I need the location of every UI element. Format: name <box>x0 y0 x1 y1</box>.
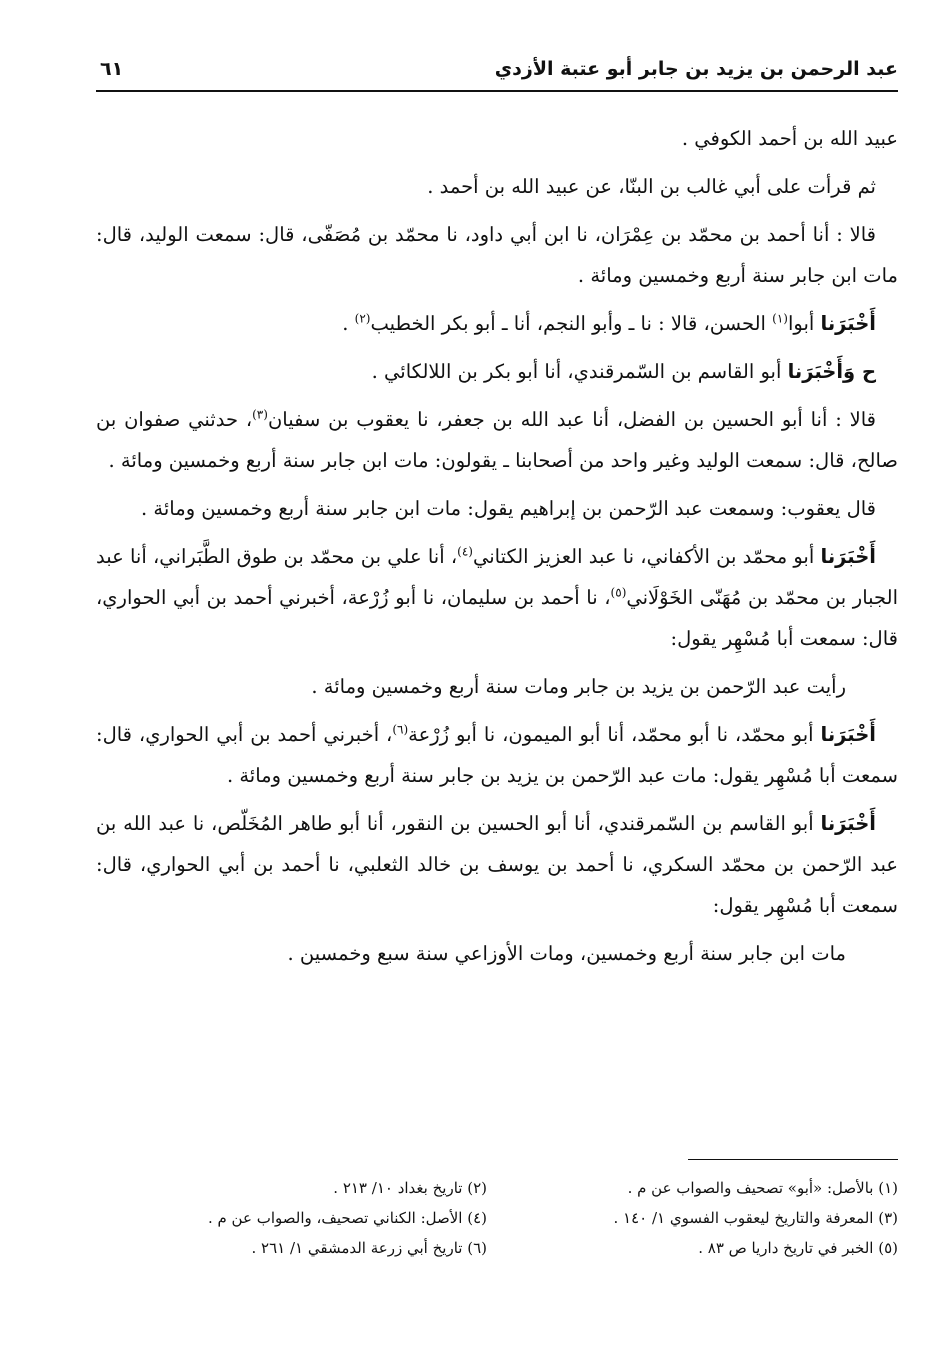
footnotes <box>96 1174 898 1262</box>
footnote-4: (٤) الأصل: الكناني تصحيف، والصواب عن م . <box>207 1209 487 1227</box>
footnote-6: (٦) تاريخ أبي زرعة الدمشقي ١/ ٢٦١ . <box>251 1239 487 1257</box>
paragraph-5: ح وَأَخْبَرَنا أبو القاسم بن السّمرقندي، أنا أبو بكر بن اللالكائي . <box>371 360 876 383</box>
paragraph-11: أَخْبَرَنا أبو القاسم بن السّمرقندي، أنا أبو الحسين بن النقور، أنا أبو طاهر المُخَلّص، نا عبد الله بن عبد الرّحمن بن محمّد السكري، نا أحمد بن يوسف بن خالد الثعلبي، نا أحمد بن أبي الحواري، قال: سمعت أبا مُسْهِر يقول: <box>96 812 898 917</box>
footnote-ref-5: (٥) <box>610 585 627 600</box>
book-page <box>96 0 898 1353</box>
paragraph-1: عبيد الله بن أحمد الكوفي . <box>681 127 898 150</box>
paragraph-2: ثم قرأت على أبي غالب بن البنّا، عن عبيد الله بن أحمد . <box>427 175 876 198</box>
paragraph-6: قالا : أنا أبو الحسين بن الفضل، أنا عبد الله بن جعفر، نا يعقوب بن سفيان$^{(٣)}$، حدثني صفوان بن صالح، قال: سمعت الوليد وغير واحد من أصحابنا ـ يقولون: مات ابن جابر سنة أربع وخمسين ومائة . <box>96 407 898 472</box>
footnote-separator <box>688 1159 898 1160</box>
footnote-ref-4: (٤) <box>457 544 473 559</box>
footnote-5: (٥) الخبر في تاريخ داريا ص ٨٣ . <box>698 1239 898 1257</box>
akhbarana-keyword: أَخْبَرَنا <box>820 545 876 568</box>
footnote-2: (٢) تاريخ بغداد ١٠/ ٢١٣ . <box>333 1179 487 1197</box>
paragraph-8: أَخْبَرَنا أبو محمّد بن الأكفاني، نا عبد العزيز الكتاني$^{(٤)}$، أنا علي بن محمّد بن طوق الطَّبَراني، أنا عبد الجبار بن محمّد بن مُهَنّى الخَوْلَاني$^{(٥)}$، نا أحمد بن سليمان، نا أبو زُرْعة، أخبرني أحمد بن أبي الحواري، قال: سمعت أبا مُسْهِر يقول: <box>96 544 898 650</box>
page-header <box>96 50 898 92</box>
page-number: ٦١ <box>100 58 124 80</box>
paragraph-4: أَخْبَرَنا أبوا$^{(١)}$ الحسن، قالا : نا ـ وأبو النجم، أنا ـ أبو بكر الخطيب$^{(٢)}$ . <box>342 311 876 335</box>
footnote-1: (١) بالأصل: «أبو» تصحيف والصواب عن م . <box>627 1179 898 1197</box>
akhbarana-keyword: ح وَأَخْبَرَنا <box>787 360 876 383</box>
main-text <box>96 118 898 981</box>
running-title: عبد الرحمن بن يزيد بن جابر أبو عتبة الأزدي <box>494 58 898 80</box>
paragraph-3: قالا : أنا أحمد بن محمّد بن عِمْرَان، نا ابن أبي داود، نا محمّد بن مُصَفّى، قال: سمعت الوليد، قال: مات ابن جابر سنة أربع وخمسين ومائة . <box>96 223 898 287</box>
paragraph-7: قال يعقوب: وسمعت عبد الرّحمن بن إبراهيم يقول: مات ابن جابر سنة أربع وخمسين ومائة . <box>141 497 876 520</box>
akhbarana-keyword: أَخْبَرَنا <box>820 723 876 746</box>
footnote-ref-6: (٦) <box>392 722 409 737</box>
paragraph-10: أَخْبَرَنا أبو محمّد، نا أبو محمّد، أنا أبو الميمون، نا أبو زُرْعة$^{(٦)}$، أخبرني أحمد بن أبي الحواري، قال: سمعت أبا مُسْهِر يقول: مات عبد الرّحمن بن يزيد بن جابر سنة أربع وخمسين ومائة . <box>96 722 898 787</box>
footnote-3: (٣) المعرفة والتاريخ ليعقوب الفسوي ١/ ١٤٠ . <box>613 1209 898 1227</box>
footnote-ref-3: (٣) <box>252 407 268 422</box>
footnote-ref-1: (١) <box>772 311 788 326</box>
footnote-ref-2: (٢) <box>354 311 371 326</box>
akhbarana-keyword: أَخْبَرَنا <box>820 812 876 835</box>
akhbarana-keyword: أَخْبَرَنا <box>820 312 876 335</box>
quoted-statement: مات ابن جابر سنة أربع وخمسين، ومات الأوزاعي سنة سبع وخمسين . <box>287 942 846 965</box>
quoted-statement: رأيت عبد الرّحمن بن يزيد بن جابر ومات سنة أربع وخمسين ومائة . <box>311 675 846 698</box>
